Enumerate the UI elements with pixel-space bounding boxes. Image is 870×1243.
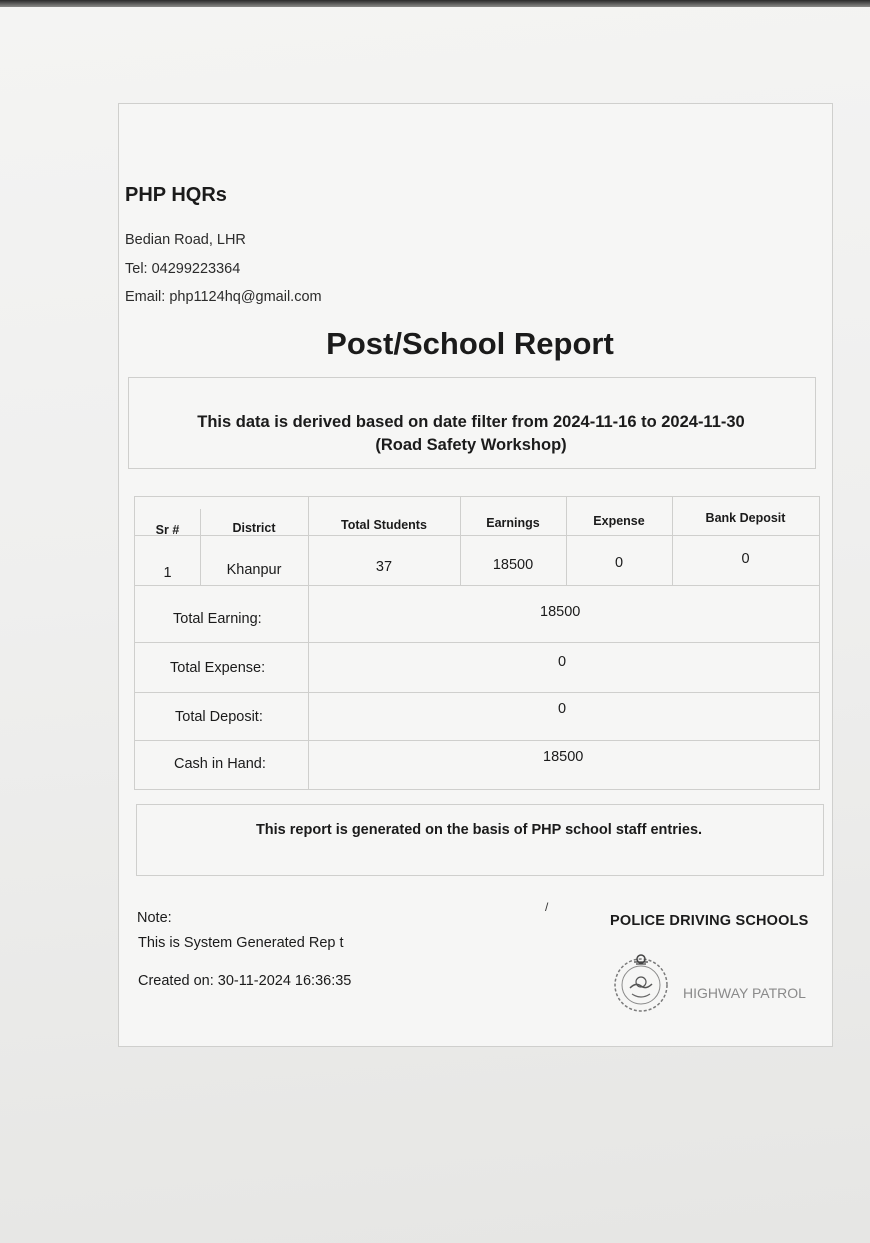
org-address: Bedian Road, LHR [125, 232, 246, 248]
total-earning-label: Total Earning: [173, 611, 262, 627]
table-divider [135, 642, 819, 643]
total-expense-label: Total Expense: [170, 660, 266, 676]
total-deposit-value: 0 [558, 701, 567, 717]
created-on: Created on: 30-11-2024 16:36:35 [138, 973, 352, 989]
cell-sr: 1 [163, 565, 172, 581]
column-header-earnings: Earnings [486, 516, 540, 530]
report-title: Post/School Report [326, 326, 614, 361]
table-divider [308, 497, 309, 789]
table-divider [135, 692, 819, 693]
table-divider [566, 497, 567, 585]
filter-category: (Road Safety Workshop) [375, 436, 567, 454]
cell-district: Khanpur [226, 562, 282, 578]
org-email: Email: php1124hq@gmail.com [125, 289, 322, 305]
total-deposit-label: Total Deposit: [175, 709, 263, 725]
report-table [134, 496, 820, 790]
note-label: Note: [137, 910, 172, 926]
cash-in-hand-value: 18500 [543, 749, 584, 765]
total-expense-value: 0 [558, 654, 567, 670]
table-divider [135, 585, 819, 586]
column-header-total-students: Total Students [341, 518, 427, 532]
photo-top-edge [0, 0, 870, 7]
total-earning-value: 18500 [540, 604, 581, 620]
footnote-text: This report is generated on the basis of PHP school staff entries. [255, 822, 703, 838]
logo-brand: HIGHWAY PATROL [683, 985, 806, 1001]
org-tel: Tel: 04299223364 [125, 261, 241, 277]
column-header-district: District [232, 521, 276, 535]
org-name: PHP HQRs [125, 184, 227, 206]
highway-patrol-emblem-icon [610, 950, 672, 1016]
table-divider [135, 535, 819, 536]
cash-in-hand-label: Cash in Hand: [174, 756, 266, 772]
cell-bank-deposit: 0 [741, 551, 750, 567]
cell-expense: 0 [614, 555, 624, 571]
stray-mark: / [545, 900, 549, 914]
note-text: This is System Generated Rep t [138, 935, 344, 951]
column-header-bank-deposit: Bank Deposit [705, 511, 786, 525]
cell-total-students: 37 [375, 559, 393, 575]
footnote-box [136, 804, 824, 876]
column-header-sr: Sr # [155, 523, 180, 537]
cell-earnings: 18500 [492, 557, 534, 573]
filter-date-range: This data is derived based on date filter from 2024-11-16 to 2024-11-30 [197, 413, 745, 431]
column-header-expense: Expense [593, 514, 645, 528]
table-divider [135, 740, 819, 741]
logo-title: POLICE DRIVING SCHOOLS [610, 913, 809, 929]
